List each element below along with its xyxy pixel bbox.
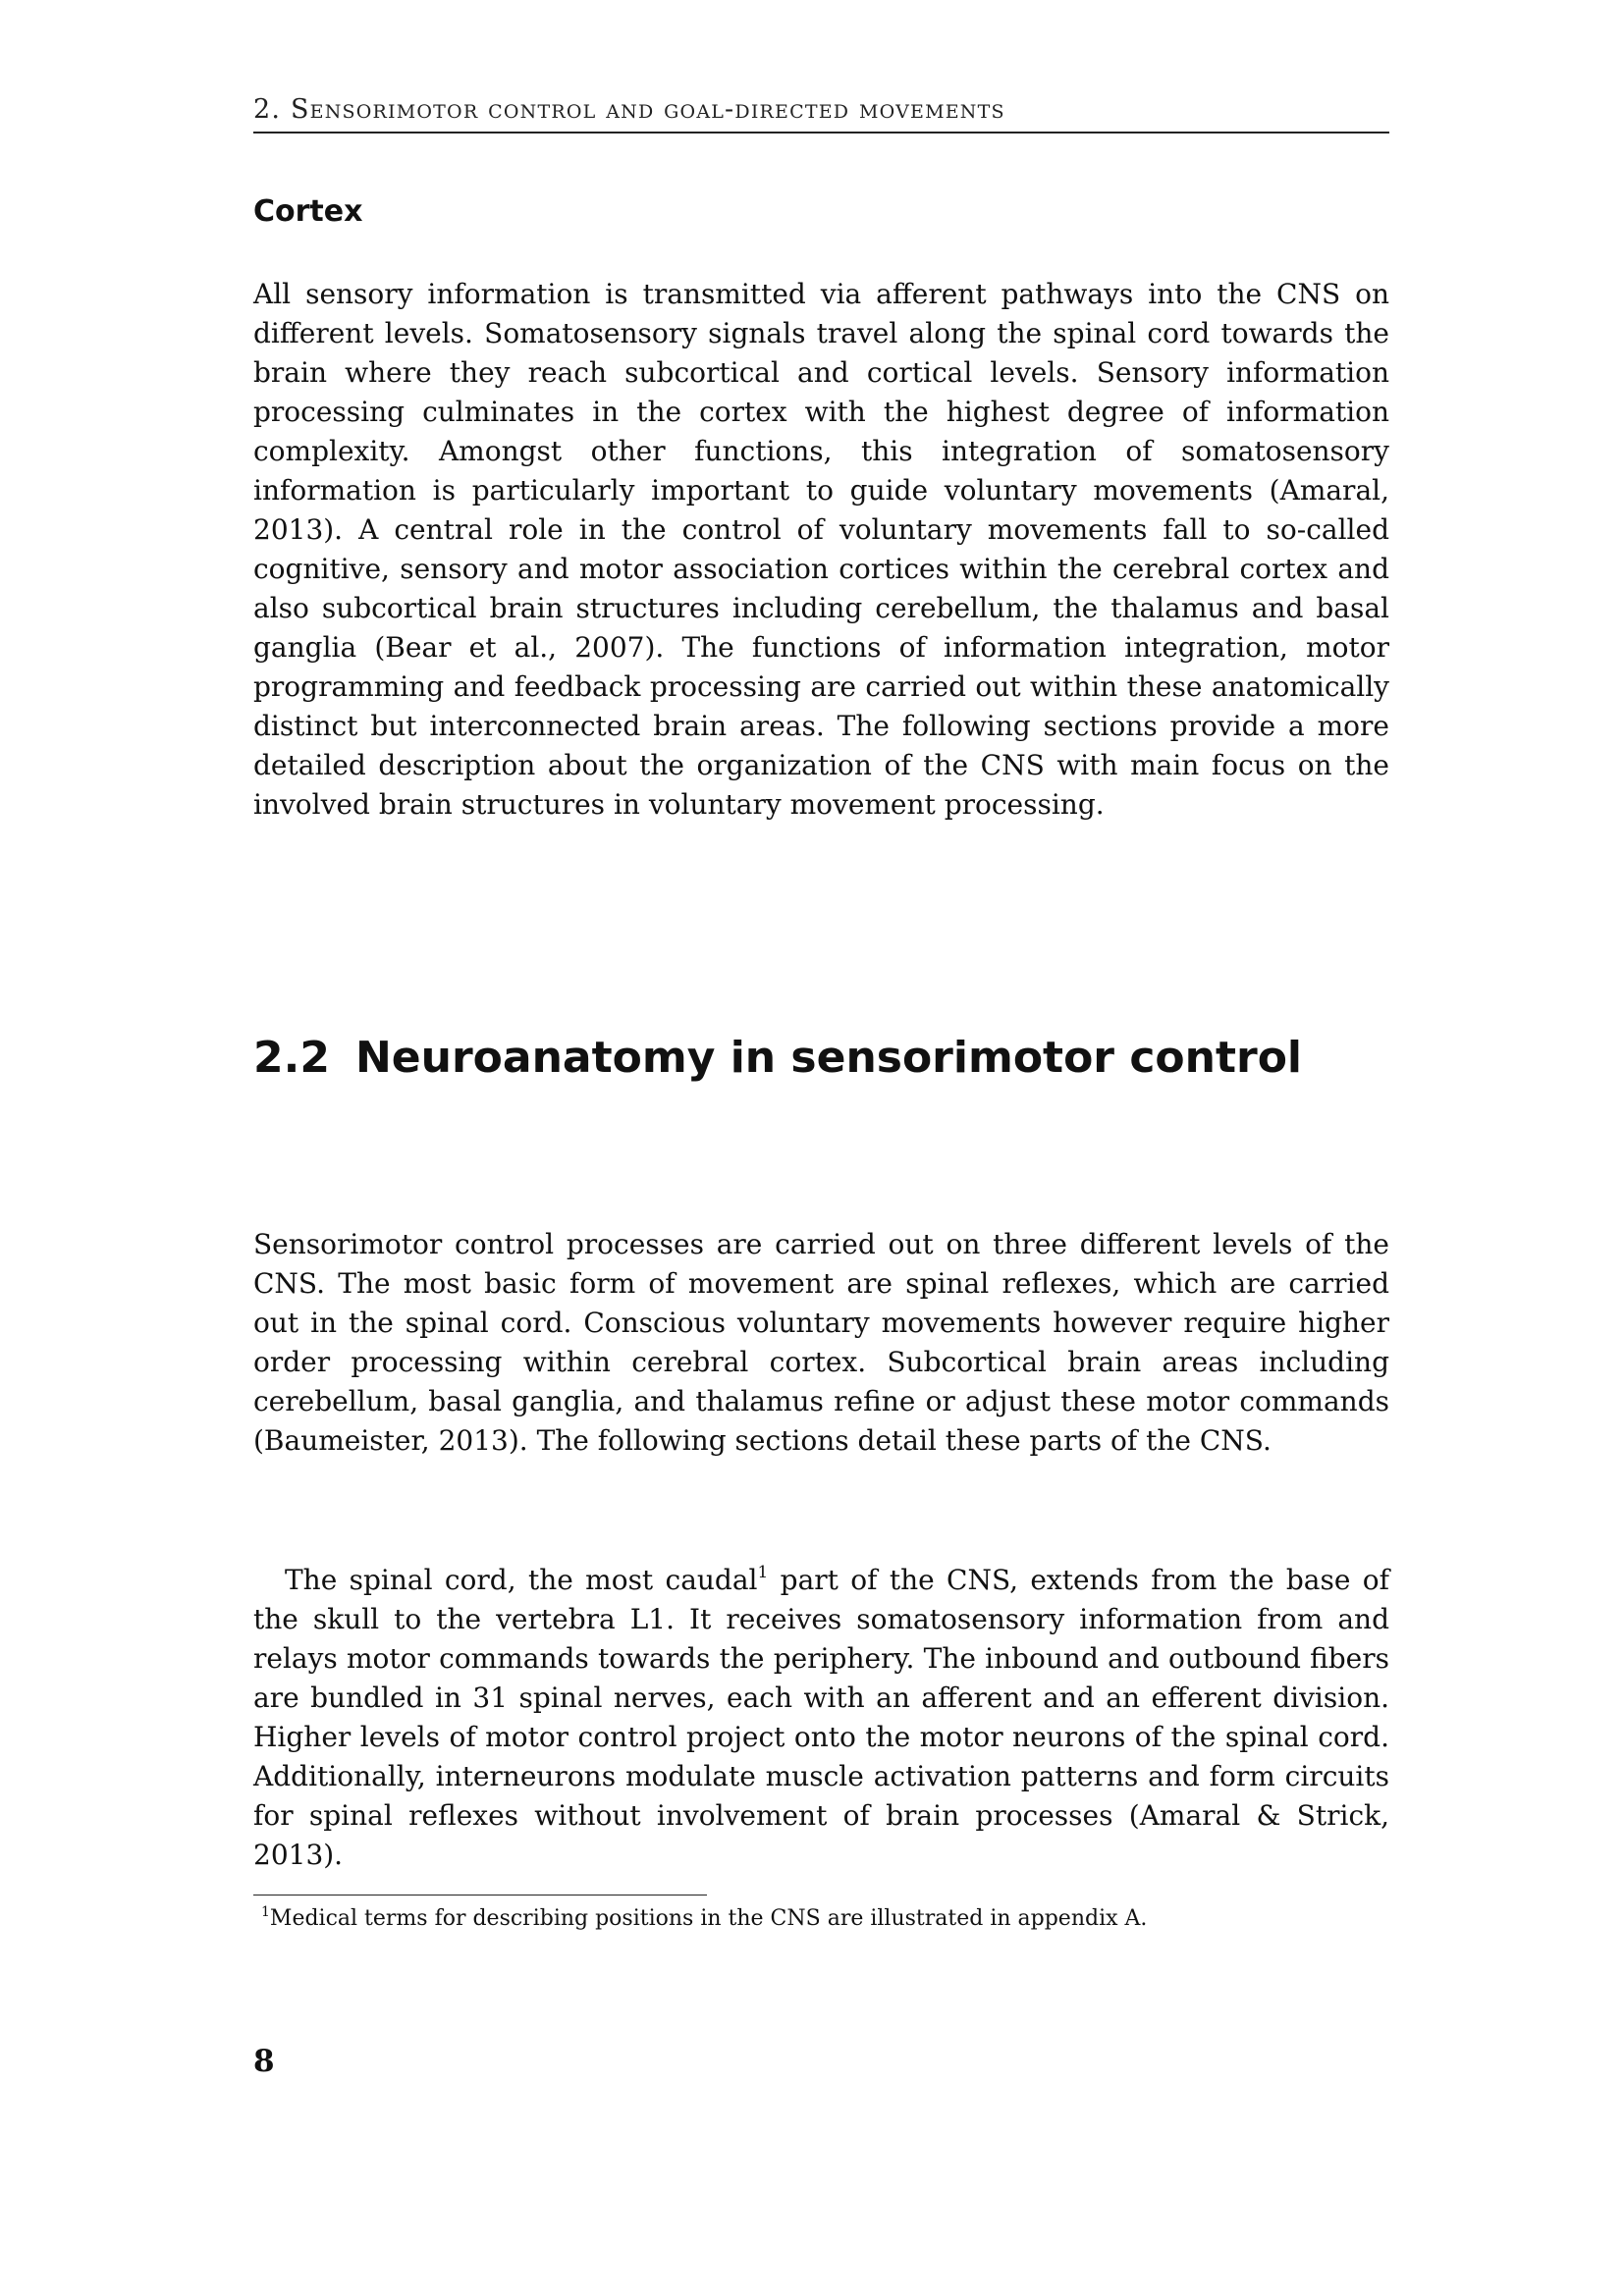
intro-paragraph: Sensorimotor control processes are carried out on three different levels of the CNS. The most basic form of movement are spinal reflexes, which are carried out in the spinal cord. Conscious voluntary movements however require higher order processing within cerebral cortex. Subcortical brain areas including cerebellum, basal ganglia, and thalamus refine or adjust these motor commands (Baumeister, 2013). The following sections detail these parts of the CNS. [253, 1228, 1389, 1457]
footnote [261, 1904, 1380, 1934]
running-header: 2. Sensorimotor control and goal-directed movements [253, 94, 1005, 125]
cortex-paragraph: All sensory information is transmitted via afferent pathways into the CNS on different levels. Somatosensory signals travel along the spinal cord towards the brain where they reach subcortical and cortical levels. Sensory information processing culminates in the cortex with the highest degree of information complexity. Amongst other functions, this integration of somatosensory information is particularly important to guide voluntary movements (Amaral, 2013). A central role in the control of voluntary movements fall to so-called cognitive, sensory and motor association cortices within the cerebral cortex and also subcortical brain structures including cerebellum, the thalamus and basal ganglia (Bear et al., 2007). The functions of information integration, motor programming and feedback processing are carried out within these anatomically distinct but interconnected brain areas. The following sections provide a more detailed description about the organization of the CNS with main focus on the involved brain structures in voluntary movement processing. [253, 278, 1389, 821]
footnote-mark: 1 [261, 1904, 270, 1920]
footnote-text: Medical terms for describing positions in the CNS are illustrated in appendix A. [269, 1906, 1148, 1931]
header-rule [253, 132, 1389, 133]
spinal-cord-paragraph [253, 1561, 1389, 1875]
spinal-text-start: The spinal cord, the most caudal [285, 1564, 758, 1596]
section-number: 2.2 [253, 1033, 330, 1083]
page-number: 8 [253, 2044, 275, 2079]
section-title-text: Neuroanatomy in sensorimotor control [354, 1033, 1302, 1083]
footnote-reference[interactable]: 1 [757, 1563, 769, 1582]
footnote-rule [253, 1895, 707, 1896]
spinal-text-rest: part of the CNS, extends from the base of the skull to the vertebra L1. It receives somatosensory information from and relays motor commands towards the periphery. The inbound and outbound fibers are bundled in 31 spinal nerves, each with an afferent and an efferent division. Higher levels of motor control project onto the motor neurons of the spinal cord. Additionally, interneurons modulate muscle activation patterns and form circuits for spinal reflexes without involvement of brain processes (Amaral & Strick, 2013). [253, 1564, 1390, 1871]
section-title [253, 1033, 1302, 1083]
cortex-heading: Cortex [253, 194, 363, 229]
